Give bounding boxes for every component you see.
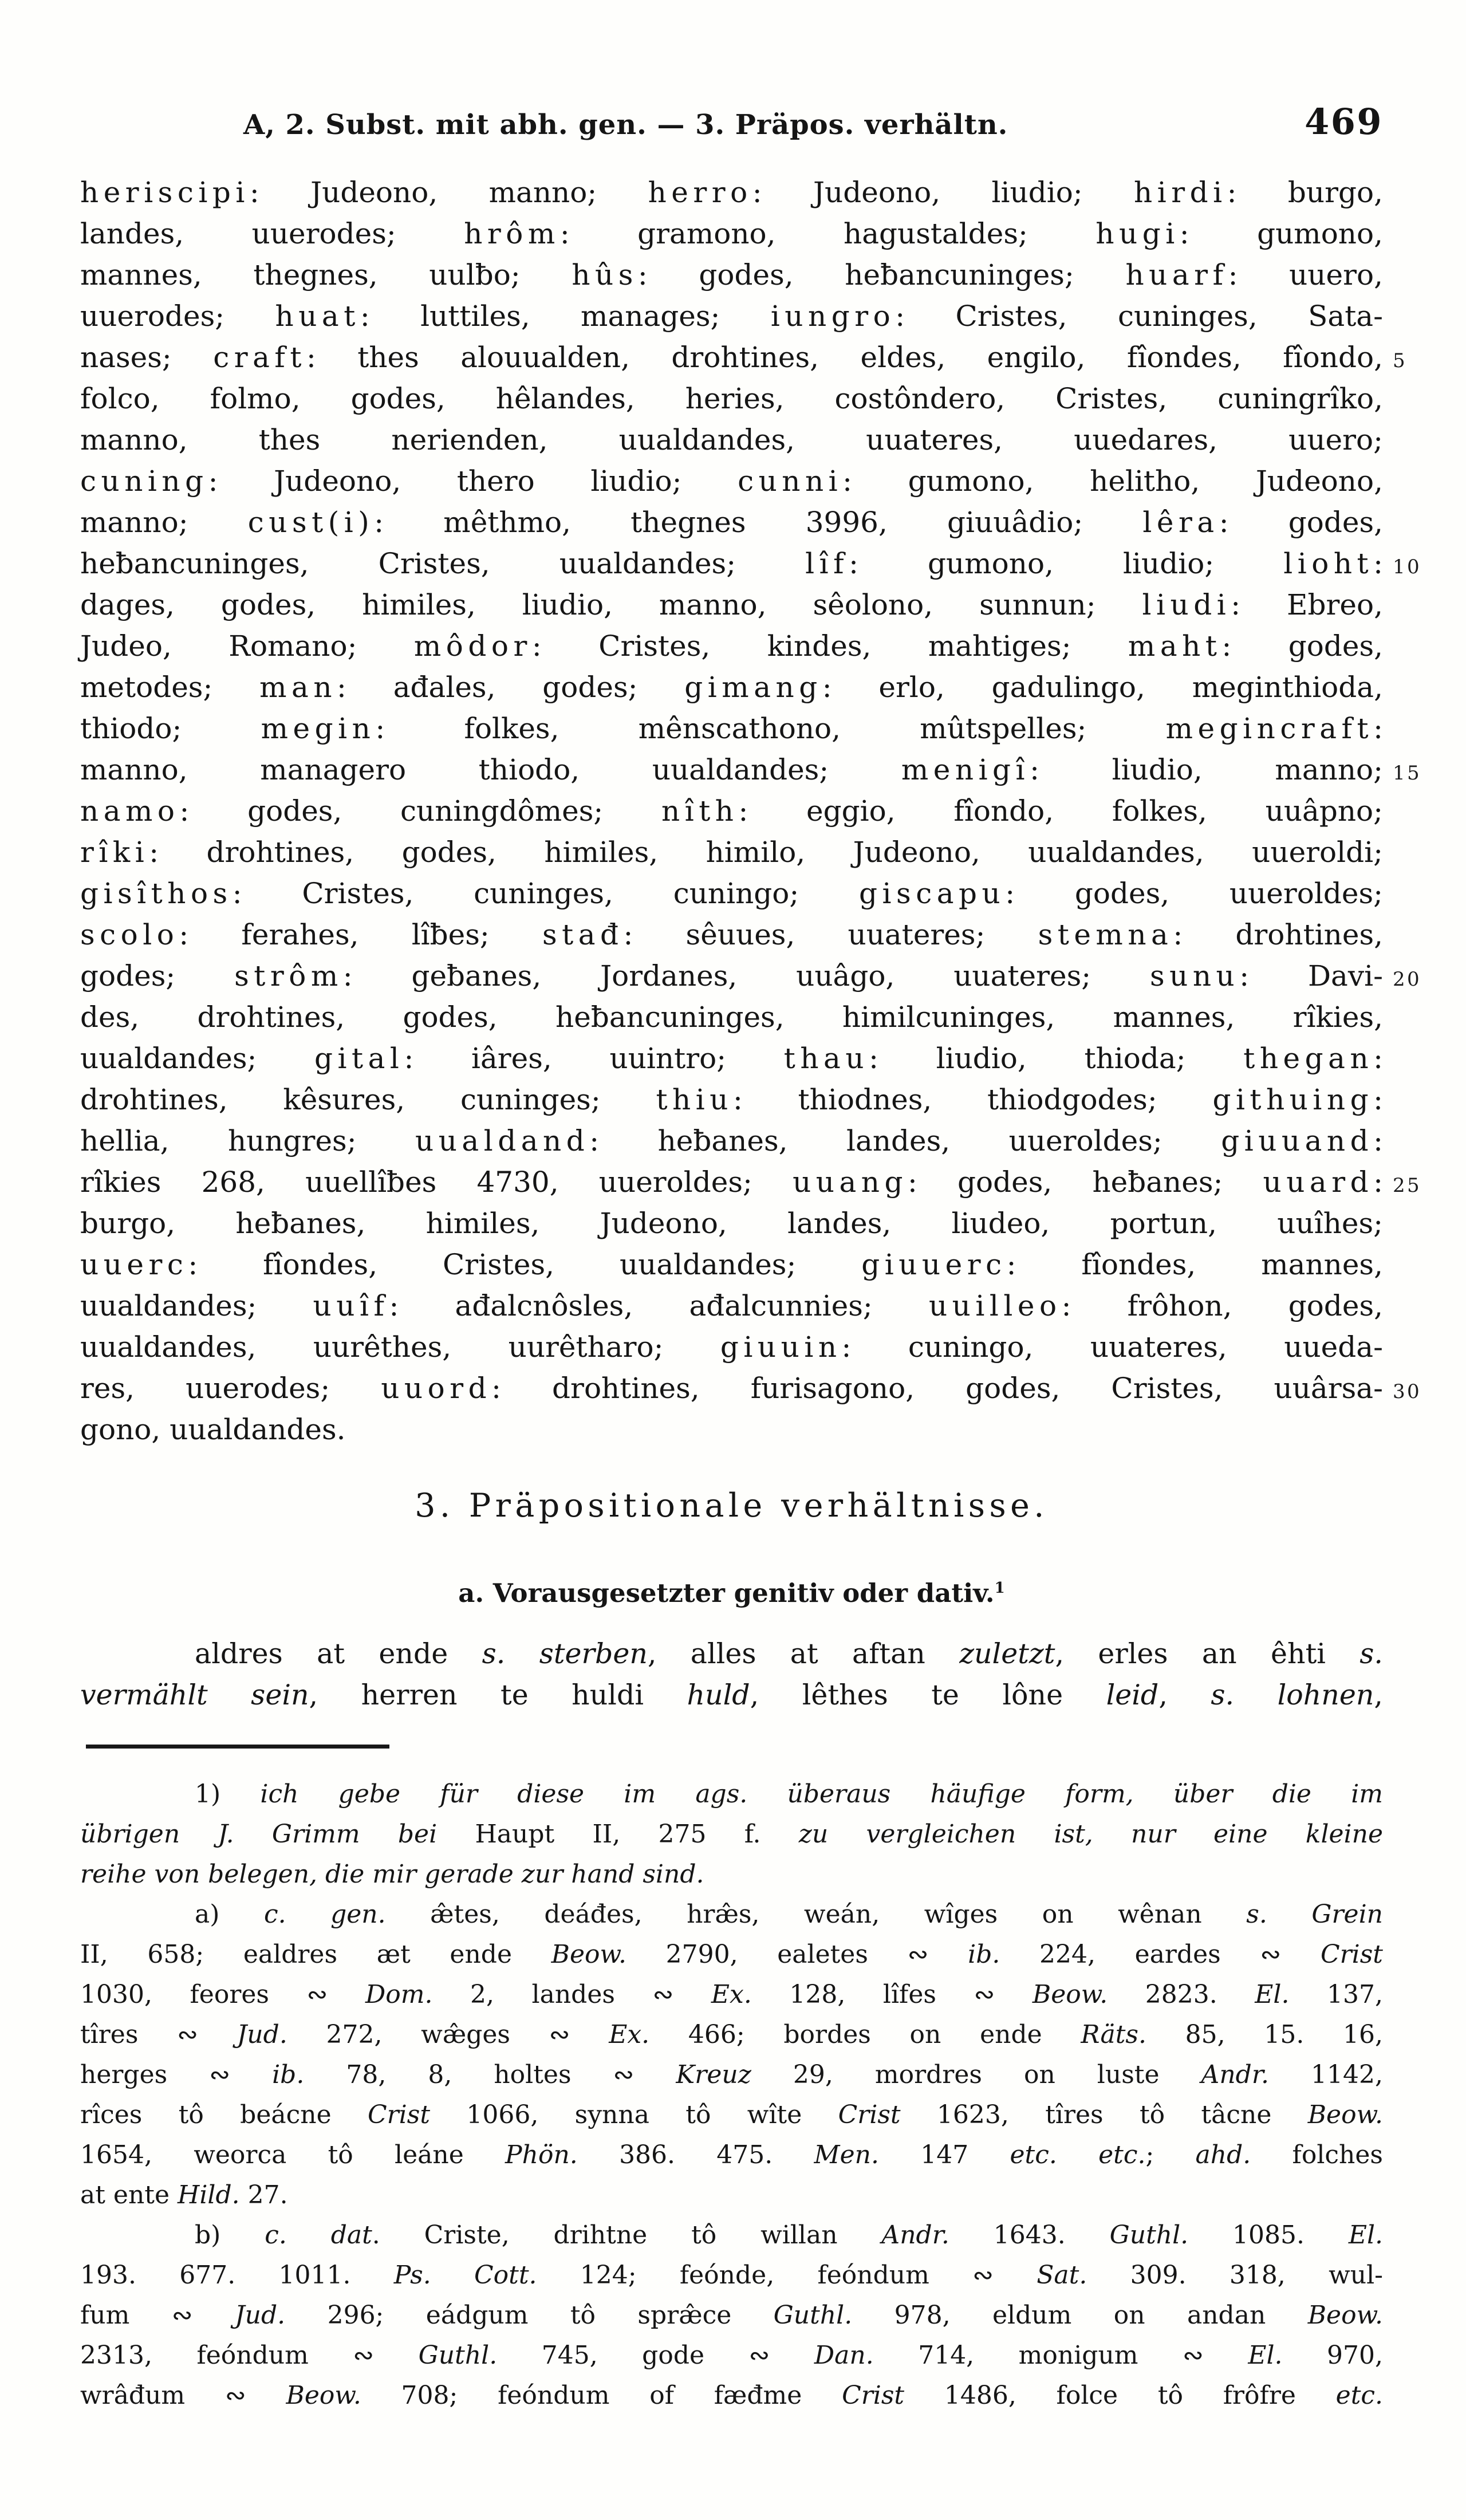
text-segment: thiodo; (80, 712, 261, 745)
text-segment: Crist (367, 2100, 431, 2129)
text-line (80, 296, 1383, 337)
text-segment: 128, lîfes ∾ (751, 1980, 1032, 2009)
text-segment: môdor (413, 629, 532, 663)
text-segment: uuerc (80, 1248, 188, 1281)
text-segment: 1030, feores ∾ (80, 1980, 365, 2009)
text-segment: Beow. (1032, 1980, 1108, 2009)
footnote-line (80, 2215, 1383, 2255)
text-segment: godes; (80, 959, 235, 993)
text-segment: : frôhon, godes, (1061, 1289, 1384, 1322)
text-segment: menigî (901, 753, 1030, 786)
text-segment: 137, (1289, 1980, 1383, 2009)
text-segment: II, 658; ealdres æt ende (80, 1940, 551, 1969)
text-segment: : gumono, liudio; (849, 547, 1284, 580)
footnote-line (80, 2336, 1383, 2376)
text-segment: 1623, tîres tô tâcne (900, 2100, 1308, 2129)
text-segment: El. (1248, 2341, 1283, 2370)
text-segment: fum ∾ (80, 2301, 235, 2330)
text-segment: : fîondes, Cristes, uualdandes; (188, 1248, 862, 1281)
main-text-block (80, 172, 1383, 1450)
text-segment: rîki (80, 836, 149, 869)
text-segment: 708; feóndum of fæđme (361, 2381, 842, 2410)
text-line (80, 254, 1383, 296)
text-segment: uualdandes; (80, 1042, 315, 1075)
text-segment: : ađalcnôsles, ađalcunnies; (389, 1289, 929, 1322)
footnote-separator (86, 1745, 389, 1749)
text-segment: : uuero, (1228, 258, 1383, 292)
text-segment: : Judeono, manno; (249, 176, 648, 209)
text-segment: gisîthos (80, 877, 232, 910)
text-segment: Kreuz (676, 2060, 751, 2089)
text-segment: stađ (542, 918, 624, 951)
text-segment: cuning (80, 464, 208, 498)
text-segment: lêra (1142, 506, 1219, 539)
text-segment: : (1373, 1083, 1383, 1116)
text-segment: tîres ∾ (80, 2020, 237, 2049)
text-segment: : (1373, 547, 1383, 580)
text-segment: folco, folmo, godes, hêlandes, heries, costôndero, Cristes, cuningrîko, (80, 382, 1383, 415)
text-segment: at ente (80, 2180, 178, 2210)
text-segment: hugi (1095, 217, 1180, 250)
footnote-line (80, 2015, 1383, 2055)
text-segment: vermählt sein (80, 1679, 309, 1711)
text-segment: : (1373, 1124, 1383, 1157)
text-segment: : folkes, mênscathono, mûtspelles; (375, 712, 1166, 745)
footnote-line (80, 2095, 1383, 2135)
text-segment: aldres at ende (195, 1637, 482, 1670)
footnote-line (80, 2175, 1383, 2215)
text-segment: : godes, heƀancuninges; (637, 258, 1126, 292)
text-segment: Sat. (1037, 2261, 1087, 2290)
text-segment: 1 (994, 1579, 1005, 1597)
text-segment: burgo, heƀanes, himiles, Judeono, landes, liudeo, portun, uuîhes; (80, 1207, 1383, 1240)
line-number: 15 (1393, 762, 1422, 785)
footnote-line (80, 1895, 1383, 1935)
text-segment: uualdandes; (80, 1289, 313, 1322)
text-segment: Ex. (711, 1980, 752, 2009)
text-segment: Haupt II, 275 f. (475, 1820, 799, 1849)
subheading-line (80, 1576, 1383, 1611)
text-line (80, 543, 1383, 584)
text-segment: . Criste, drihtne tô willan (372, 2220, 882, 2250)
line-number: 25 (1393, 1174, 1422, 1197)
text-segment: : gramono, hagustaldes; (559, 217, 1096, 250)
text-segment: : Cristes, kindes, mahtiges; (531, 629, 1128, 663)
text-segment: Beow. (286, 2381, 361, 2410)
text-segment: megincraft (1165, 712, 1374, 745)
text-segment: giuuand (1221, 1124, 1374, 1157)
text-segment: Phön. (505, 2140, 578, 2169)
text-segment: : erlo, gadulingo, meginthioda, (822, 671, 1383, 704)
text-segment: Crist (838, 2100, 901, 2129)
text-segment: wrâđum ∾ (80, 2381, 286, 2410)
text-segment: ; (1145, 2140, 1196, 2169)
text-line (80, 378, 1383, 419)
text-segment: cust(i) (247, 506, 375, 539)
text-segment: 2823. (1108, 1980, 1255, 2009)
text-segment: : fîondes, mannes, (1006, 1248, 1383, 1281)
text-segment: huarf (1125, 258, 1228, 292)
text-segment: æ̂tes, deáđes, hræ̂s, weán, wîges on wênan (385, 1900, 1247, 1929)
text-segment: landes, uuerodes; (80, 217, 464, 250)
text-segment: heƀancuninges, Cristes, uualdandes; (80, 547, 806, 580)
text-line (80, 1244, 1383, 1285)
text-segment: : burgo, (1227, 176, 1383, 209)
text-segment: : Ebreo, (1231, 588, 1384, 621)
text-segment: : luttiles, manages; (360, 300, 771, 333)
text-segment: Ex. (609, 2020, 650, 2049)
text-segment: Guthl. (418, 2341, 498, 2370)
text-line (80, 1409, 1383, 1450)
text-segment: uuard (1263, 1166, 1374, 1199)
text-segment: : godes, uueroldes; (1005, 877, 1383, 910)
text-segment: El. (1255, 1980, 1290, 2009)
text-line (80, 790, 1383, 832)
text-segment: manno, thes nerienden, uualdandes, uuateres, uuedares, uuero; (80, 423, 1383, 456)
text-segment: , lêthes te lône (750, 1679, 1106, 1711)
text-line (80, 832, 1383, 873)
text-segment: herro (648, 176, 752, 209)
text-segment: thiu (656, 1083, 733, 1116)
text-segment: : (1373, 712, 1383, 745)
text-segment: Beow. (1307, 2100, 1383, 2129)
text-segment: uuang (793, 1166, 908, 1199)
text-segment: 1643. (949, 2220, 1110, 2250)
text-line (80, 1161, 1383, 1203)
text-segment: s. sterben (482, 1637, 648, 1670)
footnote-line (80, 1774, 1383, 1814)
text-segment: : Davi- (1239, 959, 1383, 993)
text-line (80, 1326, 1383, 1368)
text-segment: 309. 318, wul- (1087, 2261, 1384, 2290)
text-segment: b) (195, 2220, 265, 2250)
text-segment: 1142, (1269, 2060, 1383, 2089)
text-segment: 85, 15. 16, (1146, 2020, 1383, 2049)
text-segment: : cuningo, uuateres, uueda- (841, 1330, 1383, 1364)
text-segment: hûs (572, 258, 638, 292)
footnote-line (80, 1935, 1383, 1975)
text-segment: : drohtines, godes, himiles, himilo, Judeono, uualdandes, uueroldi; (149, 836, 1383, 869)
footnotes-block (80, 1774, 1383, 2416)
text-segment: Jud. (237, 2020, 287, 2049)
text-segment: c. dat (265, 2220, 372, 2250)
text-segment: : ađales, godes; (337, 671, 685, 704)
text-segment: 2313, feóndum ∾ (80, 2341, 419, 2370)
text-segment: 224, eardes ∾ (1000, 1940, 1321, 1969)
text-segment: : eggio, fîondo, folkes, uuâpno; (738, 794, 1383, 828)
text-line (80, 1079, 1383, 1120)
text-line (80, 337, 1383, 378)
text-segment: 193. 677. 1011. (80, 2261, 394, 2290)
text-segment: Jud. (235, 2301, 286, 2330)
text-segment: Dan. (814, 2341, 874, 2370)
text-line (80, 997, 1383, 1038)
text-segment: a. Vorausgesetzter genitiv oder dativ. (458, 1578, 995, 1608)
text-segment: etc. (1335, 2381, 1384, 2410)
text-segment: ahd. (1195, 2140, 1251, 2169)
text-segment: : thiodnes, thiodgodes; (732, 1083, 1213, 1116)
text-segment: etc. etc. (1010, 2140, 1146, 2169)
text-segment: Men. (814, 2140, 879, 2169)
text-segment: 29, mordres on luste (751, 2060, 1201, 2089)
text-segment: giuuerc (861, 1248, 1007, 1281)
text-segment: : (1373, 1042, 1384, 1075)
text-segment: 745, gode ∾ (497, 2341, 814, 2370)
text-line (80, 1203, 1383, 1244)
text-segment: 978, eldum on andan (852, 2301, 1308, 2330)
text-segment: Räts. (1081, 2020, 1146, 2049)
text-segment: : ferahes, lîƀes; (179, 918, 542, 951)
text-segment: scolo (80, 918, 179, 951)
text-segment: 147 (878, 2140, 1010, 2169)
text-segment: : thes alouualden, drohtines, eldes, engilo, fîondes, fîondo, (306, 341, 1383, 374)
text-segment: lîf (805, 547, 849, 580)
text-segment: Guthl. (773, 2301, 853, 2330)
text-segment: s. Grein (1246, 1900, 1383, 1929)
text-line (80, 1285, 1383, 1326)
footnote-line (80, 1854, 1383, 1895)
text-segment: uuilleo (928, 1289, 1062, 1322)
text-segment: giscapu (859, 877, 1006, 910)
text-segment: nases; (80, 341, 214, 374)
text-line (80, 749, 1383, 790)
section-heading: 3. Präpositionale verhältnisse. (415, 1487, 1049, 1525)
line-number: 10 (1393, 556, 1422, 578)
text-segment: rîces tô beácne (80, 2100, 368, 2129)
paragraph-line (80, 1633, 1383, 1675)
text-segment: uuîf (313, 1289, 389, 1322)
running-head: A, 2. Subst. mit abh. gen. — 3. Präpos. verhältn. (243, 109, 1008, 141)
text-segment: heriscipi (80, 176, 250, 209)
text-segment: thegan (1243, 1042, 1374, 1075)
text-line (80, 873, 1383, 914)
text-segment: El. (1348, 2220, 1384, 2250)
text-segment: ib. (272, 2060, 305, 2089)
intro-paragraph (80, 1633, 1383, 1716)
text-segment: megin (261, 712, 376, 745)
text-segment: zuletzt (959, 1637, 1055, 1670)
text-segment: 2, landes ∾ (432, 1980, 711, 2009)
text-segment: : liudio, manno; (1030, 753, 1384, 786)
text-segment: metodes; (80, 671, 260, 704)
text-segment: 1654, weorca tô leáne (80, 2140, 506, 2169)
text-segment: iungro (770, 300, 896, 333)
text-line (80, 172, 1383, 213)
text-segment: 2790, ealetes ∾ (626, 1940, 968, 1969)
page-number: 469 (1305, 101, 1383, 143)
text-segment: Crist (842, 2381, 905, 2410)
text-segment: 27. (239, 2180, 288, 2210)
text-segment: : godes, (1221, 629, 1384, 663)
footnote-line (80, 2255, 1383, 2295)
text-segment: , herren te huldi (309, 1679, 687, 1711)
text-segment: uuerodes; (80, 300, 275, 333)
footnote-line (80, 2376, 1383, 2416)
paragraph-line (80, 1675, 1383, 1716)
text-segment: manno; (80, 506, 248, 539)
text-segment: : Cristes, cuninges, Sata- (895, 300, 1383, 333)
text-segment: herges ∾ (80, 2060, 273, 2089)
text-segment: hirdi (1134, 176, 1227, 209)
text-segment: , (1158, 1679, 1211, 1711)
text-segment: : sêuues, uuateres; (623, 918, 1038, 951)
text-segment: reihe von belegen, die mir gerade zur hand sind. (80, 1860, 704, 1889)
text-segment: 124; feónde, feóndum ∾ (537, 2261, 1037, 2290)
text-segment: 296; eádgum tô spræ̂ce (285, 2301, 774, 2330)
text-segment: s. (1359, 1637, 1383, 1670)
text-segment: 78, 8, holtes ∾ (304, 2060, 676, 2089)
text-line (80, 955, 1383, 997)
text-segment: hrôm (464, 217, 560, 250)
text-segment: uuord (381, 1372, 492, 1405)
line-number: 20 (1393, 968, 1422, 991)
text-segment: 1486, folce tô frôfre (904, 2381, 1336, 2410)
text-line (80, 502, 1383, 543)
text-segment: cunni (738, 464, 843, 498)
text-segment: : godes, cuningdômes; (179, 794, 661, 828)
page-header (80, 101, 1383, 150)
text-segment: : godes, (1219, 506, 1384, 539)
text-segment: 386. 475. (577, 2140, 814, 2169)
text-segment: : drohtines, (1173, 918, 1383, 951)
text-line (80, 667, 1383, 708)
text-line (80, 914, 1383, 955)
text-line (80, 625, 1383, 667)
text-segment: thau (783, 1042, 869, 1075)
text-line (80, 584, 1383, 625)
footnote-line (80, 1814, 1383, 1854)
text-line (80, 708, 1383, 749)
text-segment: stemna (1038, 918, 1173, 951)
text-segment: sunu (1149, 959, 1240, 993)
text-segment: , alles at aftan (647, 1637, 960, 1670)
text-segment: : Cristes, cuninges, cuningo; (232, 877, 860, 910)
text-segment: zu vergleichen ist, nur eine kleine (798, 1820, 1384, 1849)
line-number: 5 (1393, 349, 1408, 372)
text-segment: mannes, thegnes, uulƀo; (80, 258, 572, 292)
text-segment: Hild. (177, 2180, 240, 2210)
text-segment: Guthl. (1109, 2220, 1189, 2250)
text-segment: githuing (1212, 1083, 1374, 1116)
text-segment: s. lohnen (1211, 1679, 1374, 1711)
text-segment: lioht (1283, 547, 1374, 580)
text-segment: : Judeono, thero liudio; (208, 464, 738, 498)
text-segment: : iâres, uuintro; (404, 1042, 784, 1075)
text-segment: 1085. (1188, 2220, 1349, 2250)
text-segment: Dom. (365, 1980, 433, 2009)
text-segment: craft (213, 341, 306, 374)
text-line (80, 1038, 1383, 1079)
text-segment: manno, managero thiodo, uualdandes; (80, 753, 901, 786)
text-segment: , (1374, 1679, 1383, 1711)
text-segment: liudi (1142, 588, 1231, 621)
section-subheading (80, 1576, 1383, 1611)
text-segment: gimang (684, 671, 822, 704)
text-segment: 970, (1282, 2341, 1383, 2370)
text-segment: übrigen J. Grimm bei (80, 1820, 475, 1849)
text-segment: gital (314, 1042, 404, 1075)
text-segment: Andr. (1201, 2060, 1270, 2089)
text-segment: folches (1251, 2140, 1383, 2169)
footnote-line (80, 2295, 1383, 2336)
text-segment: Judeo, Romano; (80, 629, 414, 663)
text-segment: des, drohtines, godes, heƀancuninges, himilcuninges, mannes, rîkies, (80, 1001, 1383, 1034)
text-line (80, 1368, 1383, 1409)
text-segment: giuuin (720, 1330, 842, 1364)
text-line (80, 460, 1383, 502)
text-segment: Beow. (1307, 2301, 1383, 2330)
text-segment: namo (80, 794, 180, 828)
text-segment: : (1373, 1166, 1383, 1199)
text-segment: : geƀanes, Jordanes, uuâgo, uuateres; (342, 959, 1150, 993)
text-segment: Beow. (551, 1940, 626, 1969)
text-segment: : heƀanes, landes, uueroldes; (589, 1124, 1221, 1157)
text-segment: ib. (968, 1940, 1000, 1969)
text-segment: nîth (661, 794, 739, 828)
text-segment: : godes, heƀanes; (908, 1166, 1263, 1199)
text-segment: 1) (195, 1779, 261, 1809)
text-segment: 466; bordes on ende (649, 2020, 1081, 2049)
text-segment: uualdand (415, 1124, 590, 1157)
text-segment: 714, monigum ∾ (873, 2341, 1248, 2370)
footnote-line (80, 2055, 1383, 2095)
text-segment: rîkies 268, uuellîƀes 4730, uueroldes; (80, 1166, 793, 1199)
text-segment: : Judeono, liudio; (752, 176, 1134, 209)
margin-line-numbers (1393, 172, 1444, 1489)
text-segment: res, uuerodes; (80, 1372, 381, 1405)
text-segment: ich gebe für diese im ags. überaus häufige form, über die im (260, 1779, 1383, 1809)
text-segment: c. gen. (263, 1900, 386, 1929)
text-segment: huat (275, 300, 360, 333)
text-segment: 1066, synna tô wîte (430, 2100, 838, 2129)
footnote-line (80, 1975, 1383, 2015)
text-segment: gono, uualdandes. (80, 1413, 346, 1446)
text-line (80, 419, 1383, 460)
text-segment: : liudio, thioda; (869, 1042, 1244, 1075)
text-segment: maht (1128, 629, 1222, 663)
text-segment: hellia, hungres; (80, 1124, 416, 1157)
text-line (80, 213, 1383, 254)
text-segment: strôm (234, 959, 343, 993)
text-segment: uualdandes, uurêthes, uurêtharo; (80, 1330, 720, 1364)
text-segment: leid (1106, 1679, 1159, 1711)
text-segment: , erles an êhti (1055, 1637, 1360, 1670)
text-segment: Crist (1320, 1940, 1383, 1969)
text-segment: Ps. Cott. (393, 2261, 537, 2290)
text-segment: huld (687, 1679, 750, 1711)
text-segment: 272, wæ̂ges ∾ (287, 2020, 609, 2049)
text-segment: Andr. (881, 2220, 949, 2250)
text-segment: man (259, 671, 337, 704)
text-segment: drohtines, kêsures, cuninges; (80, 1083, 656, 1116)
text-segment: dages, godes, himiles, liudio, manno, sêolono, sunnun; (80, 588, 1142, 621)
line-number: 30 (1393, 1380, 1422, 1403)
text-segment: : mêthmo, thegnes 3996, giuuâdio; (374, 506, 1143, 539)
text-segment: a) (195, 1900, 264, 1929)
text-line (80, 1120, 1383, 1161)
text-segment: : drohtines, furisagono, godes, Cristes, uuârsa- (491, 1372, 1383, 1405)
footnote-line (80, 2135, 1383, 2175)
text-segment: : gumono, helitho, Judeono, (842, 464, 1383, 498)
text-segment: : gumono, (1179, 217, 1383, 250)
